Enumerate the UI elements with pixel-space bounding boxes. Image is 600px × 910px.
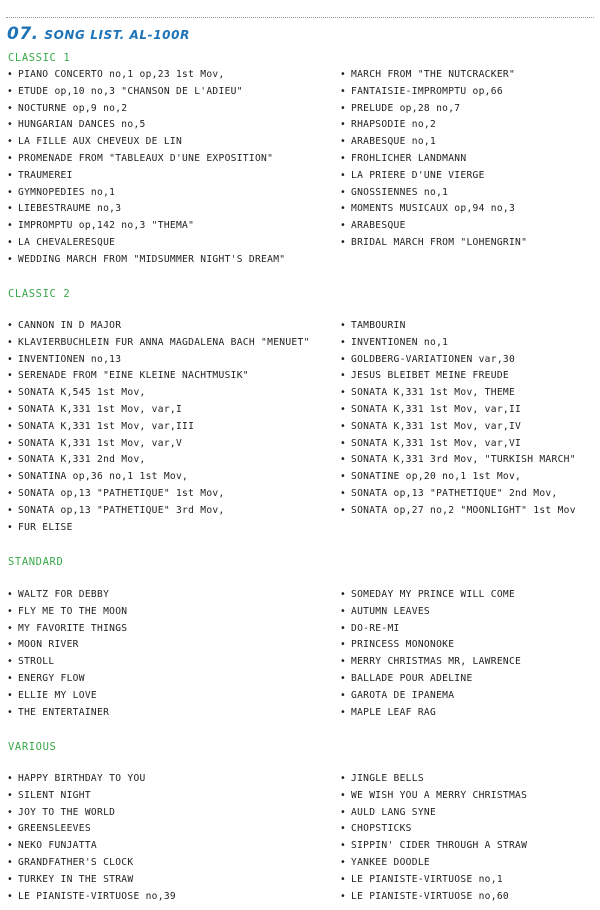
song-title: SONATA K,331 1st Mov, var,I [18, 403, 183, 415]
song-title: ETUDE op,10 no,3 "CHANSON DE L'ADIEU" [18, 85, 243, 97]
song-list-item [340, 185, 527, 202]
song-list-item [7, 218, 285, 235]
bullet-icon: • [7, 454, 14, 466]
page-title-number: 07. [7, 24, 39, 44]
song-title: LE PIANISTE-VIRTUOSE no,1 [351, 873, 503, 885]
section-heading: CLASSIC 1 [8, 52, 71, 64]
bullet-icon: • [340, 403, 347, 415]
bullet-icon: • [340, 220, 347, 232]
song-list-item [340, 402, 576, 419]
song-list-item [340, 469, 576, 486]
bullet-icon: • [340, 856, 347, 868]
song-title: HUNGARIAN DANCES no,5 [18, 119, 146, 131]
section-heading: CLASSIC 2 [8, 288, 71, 300]
bullet-icon: • [340, 186, 347, 198]
song-title: SONATA op,13 "PATHETIQUE" 3rd Mov, [18, 504, 225, 516]
song-title: SERENADE FROM "EINE KLEINE NACHTMUSIK" [18, 370, 249, 382]
song-title: NOCTURNE op,9 no,2 [18, 102, 128, 114]
bullet-icon: • [340, 85, 347, 97]
song-list-item [340, 838, 527, 855]
song-list-item [7, 654, 127, 671]
song-title: INVENTIONEN no,1 [351, 336, 449, 348]
bullet-icon: • [7, 487, 14, 499]
song-title: DO-RE-MI [351, 622, 400, 634]
song-list-item [7, 788, 176, 805]
bullet-icon: • [340, 370, 347, 382]
song-list-item [7, 469, 310, 486]
song-list-item [340, 318, 576, 335]
song-title: AULD LANG SYNE [351, 806, 437, 818]
song-list-item [7, 821, 176, 838]
song-title: MAPLE LEAF RAG [351, 706, 437, 718]
bullet-icon: • [340, 504, 347, 516]
song-list-item [340, 705, 521, 722]
bullet-icon: • [340, 890, 347, 902]
song-list-item [7, 101, 285, 118]
song-list-item [7, 368, 310, 385]
bullet-icon: • [7, 85, 14, 97]
song-list-item [340, 872, 527, 889]
song-title: THE ENTERTAINER [18, 706, 110, 718]
song-title: SONATA K,331 1st Mov, THEME [351, 387, 516, 399]
bullet-icon: • [340, 203, 347, 215]
song-list-item [340, 84, 527, 101]
song-list-item [340, 117, 527, 134]
song-title: IMPROMPTU op,142 no,3 "THEMA" [18, 220, 195, 232]
bullet-icon: • [7, 873, 14, 885]
song-list-item [340, 604, 521, 621]
bullet-icon: • [7, 136, 14, 148]
song-list-item [7, 805, 176, 822]
song-title: ENERGY FLOW [18, 672, 85, 684]
song-list-item [7, 168, 285, 185]
bullet-icon: • [7, 253, 14, 265]
bullet-icon: • [7, 169, 14, 181]
song-list-item [7, 318, 310, 335]
song-title: GOLDBERG-VARIATIONEN var,30 [351, 353, 516, 365]
bullet-icon: • [7, 420, 14, 432]
song-list-item [340, 771, 527, 788]
song-title: FUR ELISE [18, 521, 73, 533]
song-title: CANNON IN D MAJOR [18, 320, 122, 331]
bullet-icon: • [340, 102, 347, 114]
bullet-icon: • [340, 471, 347, 483]
song-list-item [7, 335, 310, 352]
song-list-item [7, 352, 310, 369]
song-list-item [7, 419, 310, 436]
bullet-icon: • [7, 387, 14, 399]
bullet-icon: • [340, 873, 347, 885]
bullet-icon: • [7, 504, 14, 516]
song-title: SOMEDAY MY PRINCE WILL COME [351, 589, 516, 600]
song-list-item [7, 185, 285, 202]
song-list-item [340, 134, 527, 151]
song-title: PROMENADE FROM "TABLEAUX D'UNE EXPOSITION" [18, 152, 274, 164]
song-list-item [340, 452, 576, 469]
section-heading: STANDARD [8, 556, 64, 568]
bullet-icon: • [340, 605, 347, 617]
song-title: GYMNOPEDIES no,1 [18, 186, 116, 198]
bullet-icon: • [7, 521, 14, 533]
song-title: SONATA K,331 1st Mov, var,VI [351, 437, 522, 449]
song-list-item [340, 101, 527, 118]
song-title: MY FAVORITE THINGS [18, 622, 128, 634]
bullet-icon: • [340, 773, 347, 784]
song-list-item [340, 168, 527, 185]
song-list-item [7, 67, 285, 84]
song-title: INVENTIONEN no,13 [18, 353, 122, 365]
song-title: WALTZ FOR DEBBY [18, 589, 110, 600]
song-list-item [7, 452, 310, 469]
song-list-item [7, 520, 310, 537]
song-title: HAPPY BIRTHDAY TO YOU [18, 773, 146, 784]
song-title: YANKEE DOODLE [351, 856, 430, 868]
song-title: GRANDFATHER'S CLOCK [18, 856, 134, 868]
song-title: SONATINA op,36 no,1 1st Mov, [18, 471, 189, 483]
song-list-item [7, 503, 310, 520]
song-list-item [7, 771, 176, 788]
page-title [7, 24, 190, 44]
bullet-icon: • [340, 639, 347, 651]
song-title: LA CHEVALERESQUE [18, 236, 116, 248]
song-title: TAMBOURIN [351, 320, 406, 331]
bullet-icon: • [7, 656, 14, 668]
song-title: WE WISH YOU A MERRY CHRISTMAS [351, 789, 528, 801]
song-title: PIANO CONCERTO no,1 op,23 1st Mov, [18, 69, 225, 80]
song-column-left [7, 587, 127, 721]
song-title: FROHLICHER LANDMANN [351, 152, 467, 164]
song-list-item [340, 821, 527, 838]
song-title: SONATA K,331 1st Mov, var,IV [351, 420, 522, 432]
bullet-icon: • [340, 840, 347, 852]
song-list-item [340, 788, 527, 805]
song-title: LA FILLE AUX CHEVEUX DE LIN [18, 136, 183, 148]
song-title: MOMENTS MUSICAUX op,94 no,3 [351, 203, 516, 215]
bullet-icon: • [340, 387, 347, 399]
song-list-item [7, 688, 127, 705]
bullet-icon: • [7, 102, 14, 114]
song-title: SONATA K,331 1st Mov, var,V [18, 437, 183, 449]
bullet-icon: • [340, 69, 347, 80]
bullet-icon: • [7, 639, 14, 651]
song-list-item [340, 235, 527, 252]
bullet-icon: • [7, 370, 14, 382]
bullet-icon: • [7, 689, 14, 701]
song-list-item [7, 671, 127, 688]
song-list-item [340, 889, 527, 906]
bullet-icon: • [340, 656, 347, 668]
song-title: JOY TO THE WORLD [18, 806, 116, 818]
song-title: SONATA op,13 "PATHETIQUE" 1st Mov, [18, 487, 225, 499]
song-list-item [340, 587, 521, 604]
song-list-item [7, 385, 310, 402]
bullet-icon: • [7, 119, 14, 131]
song-title: FANTAISIE-IMPROMPTU op,66 [351, 85, 503, 97]
song-title: JESUS BLEIBET MEINE FREUDE [351, 370, 509, 382]
song-list-item [7, 838, 176, 855]
song-list-item [340, 503, 576, 520]
song-title: PRELUDE op,28 no,7 [351, 102, 461, 114]
bullet-icon: • [340, 136, 347, 148]
bullet-icon: • [7, 589, 14, 600]
bullet-icon: • [7, 403, 14, 415]
song-title: MARCH FROM "THE NUTCRACKER" [351, 69, 516, 80]
song-title: TURKEY IN THE STRAW [18, 873, 134, 885]
song-title: AUTUMN LEAVES [351, 605, 430, 617]
bullet-icon: • [7, 773, 14, 784]
bullet-icon: • [340, 487, 347, 499]
song-title: MOON RIVER [18, 639, 79, 651]
song-list-item [340, 201, 527, 218]
bullet-icon: • [7, 353, 14, 365]
song-list-item [340, 855, 527, 872]
bullet-icon: • [7, 672, 14, 684]
song-list-item [7, 84, 285, 101]
bullet-icon: • [340, 169, 347, 181]
bullet-icon: • [340, 589, 347, 600]
bullet-icon: • [340, 353, 347, 365]
bullet-icon: • [7, 320, 14, 331]
song-title: SONATA op,27 no,2 "MOONLIGHT" 1st Mov [351, 504, 576, 516]
bullet-icon: • [7, 220, 14, 232]
song-list-item [7, 621, 127, 638]
song-column-right [340, 318, 576, 520]
song-list-item [340, 486, 576, 503]
bullet-icon: • [7, 471, 14, 483]
song-title: NEKO FUNJATTA [18, 840, 97, 852]
song-list-item [7, 705, 127, 722]
song-title: LIEBESTRAUME no,3 [18, 203, 122, 215]
bullet-icon: • [7, 823, 14, 835]
dotted-divider [6, 17, 594, 18]
song-title: WEDDING MARCH FROM "MIDSUMMER NIGHT'S DREAM" [18, 253, 286, 265]
bullet-icon: • [7, 203, 14, 215]
song-list-item [7, 587, 127, 604]
song-column-right [340, 67, 527, 252]
song-list-item [340, 671, 521, 688]
bullet-icon: • [340, 119, 347, 131]
bullet-icon: • [340, 706, 347, 718]
bullet-icon: • [7, 236, 14, 248]
song-list-item [340, 385, 576, 402]
song-list-item [340, 151, 527, 168]
bullet-icon: • [340, 336, 347, 348]
song-title: GAROTA DE IPANEMA [351, 689, 455, 701]
song-title: STROLL [18, 656, 55, 668]
song-list-item [340, 621, 521, 638]
song-title: SONATA K,545 1st Mov, [18, 387, 146, 399]
song-column-left [7, 318, 310, 536]
song-list-item [340, 368, 576, 385]
song-list-item [340, 805, 527, 822]
song-title: PRINCESS MONONOKE [351, 639, 455, 651]
song-title: ARABESQUE no,1 [351, 136, 437, 148]
song-list-item [7, 151, 285, 168]
song-list-item [7, 134, 285, 151]
song-list-item [7, 117, 285, 134]
song-title: BALLADE POUR ADELINE [351, 672, 473, 684]
song-title: CHOPSTICKS [351, 823, 412, 835]
song-list-item [7, 889, 176, 906]
song-list-item [7, 235, 285, 252]
song-column-right [340, 771, 527, 905]
song-title: SONATA K,331 1st Mov, var,II [351, 403, 522, 415]
song-list-item [340, 419, 576, 436]
song-title: SONATA K,331 2nd Mov, [18, 454, 146, 466]
bullet-icon: • [7, 437, 14, 449]
bullet-icon: • [7, 186, 14, 198]
song-list-item [7, 252, 285, 269]
song-list-item [340, 352, 576, 369]
song-title: ELLIE MY LOVE [18, 689, 97, 701]
song-list-item [7, 637, 127, 654]
song-title: ARABESQUE [351, 220, 406, 232]
bullet-icon: • [340, 437, 347, 449]
song-list-item [340, 335, 576, 352]
song-list-item [7, 402, 310, 419]
song-list-item [7, 201, 285, 218]
bullet-icon: • [7, 706, 14, 718]
bullet-icon: • [7, 152, 14, 164]
song-list-item [340, 67, 527, 84]
song-column-left [7, 67, 285, 269]
bullet-icon: • [7, 336, 14, 348]
song-title: SONATA K,331 1st Mov, var,III [18, 420, 195, 432]
bullet-icon: • [7, 605, 14, 617]
bullet-icon: • [340, 320, 347, 331]
bullet-icon: • [340, 672, 347, 684]
song-list-item [7, 855, 176, 872]
bullet-icon: • [7, 69, 14, 80]
song-title: SONATA op,13 "PATHETIQUE" 2nd Mov, [351, 487, 558, 499]
song-list-item [340, 688, 521, 705]
song-column-left [7, 771, 176, 905]
bullet-icon: • [340, 622, 347, 634]
song-title: SONATA K,331 3rd Mov, "TURKISH MARCH" [351, 454, 576, 466]
bullet-icon: • [7, 806, 14, 818]
bullet-icon: • [340, 806, 347, 818]
bullet-icon: • [7, 856, 14, 868]
song-title: LA PRIERE D'UNE VIERGE [351, 169, 485, 181]
song-column-right [340, 587, 521, 721]
bullet-icon: • [7, 840, 14, 852]
bullet-icon: • [340, 420, 347, 432]
song-title: LE PIANISTE-VIRTUOSE no,60 [351, 890, 509, 902]
song-list-item [340, 654, 521, 671]
song-title: SIPPIN' CIDER THROUGH A STRAW [351, 840, 528, 852]
bullet-icon: • [340, 689, 347, 701]
song-title: FLY ME TO THE MOON [18, 605, 128, 617]
bullet-icon: • [7, 622, 14, 634]
bullet-icon: • [7, 890, 14, 902]
song-list-item [340, 218, 527, 235]
song-list-item [340, 637, 521, 654]
bullet-icon: • [340, 823, 347, 835]
song-list-item [7, 604, 127, 621]
song-title: SONATINE op,20 no,1 1st Mov, [351, 471, 522, 483]
song-title: TRAUMEREI [18, 169, 73, 181]
section-heading: VARIOUS [8, 741, 57, 753]
song-list-item [340, 436, 576, 453]
bullet-icon: • [340, 236, 347, 248]
song-list-item [7, 872, 176, 889]
song-title: BRIDAL MARCH FROM "LOHENGRIN" [351, 236, 528, 248]
song-title: RHAPSODIE no,2 [351, 119, 437, 131]
bullet-icon: • [340, 152, 347, 164]
song-title: KLAVIERBUCHLEIN FUR ANNA MAGDALENA BACH "MENUET" [18, 336, 310, 348]
song-title: GREENSLEEVES [18, 823, 91, 835]
page-title-text: SONG LIST. AL-100R [44, 28, 190, 42]
song-title: JINGLE BELLS [351, 773, 424, 784]
song-title: LE PIANISTE-VIRTUOSE no,39 [18, 890, 176, 902]
song-title: GNOSSIENNES no,1 [351, 186, 449, 198]
song-list-item [7, 486, 310, 503]
bullet-icon: • [7, 789, 14, 801]
bullet-icon: • [340, 454, 347, 466]
song-list-item [7, 436, 310, 453]
song-title: SILENT NIGHT [18, 789, 91, 801]
bullet-icon: • [340, 789, 347, 801]
song-title: MERRY CHRISTMAS MR, LAWRENCE [351, 656, 522, 668]
